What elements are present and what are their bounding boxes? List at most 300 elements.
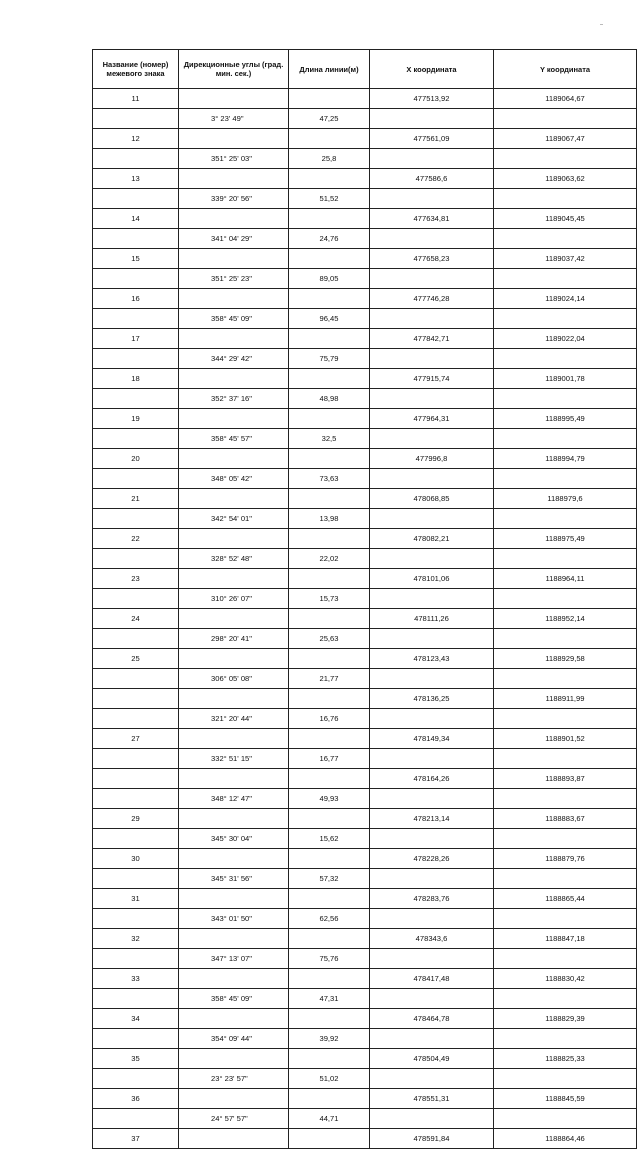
empty-cell xyxy=(494,109,637,129)
empty-cell xyxy=(370,429,494,449)
x-coordinate-cell: 478111,26 xyxy=(370,609,494,629)
empty-cell xyxy=(179,1089,289,1109)
point-number-cell: 20 xyxy=(93,449,179,469)
x-coordinate-cell: 477842,71 xyxy=(370,329,494,349)
empty-cell xyxy=(494,629,637,649)
empty-cell xyxy=(93,789,179,809)
point-number-cell: 36 xyxy=(93,1089,179,1109)
y-coordinate-cell: 1188979,6 xyxy=(494,489,637,509)
empty-cell xyxy=(179,729,289,749)
table-row xyxy=(93,369,637,389)
point-number-cell: 14 xyxy=(93,209,179,229)
y-coordinate-cell: 1189067,47 xyxy=(494,129,637,149)
empty-cell xyxy=(494,589,637,609)
empty-cell xyxy=(494,349,637,369)
direction-angle-cell: 3° 23' 49" xyxy=(179,109,289,129)
y-coordinate-cell: 1189063,62 xyxy=(494,169,637,189)
y-coordinate-cell: 1188829,39 xyxy=(494,1009,637,1029)
y-coordinate-cell: 1188825,33 xyxy=(494,1049,637,1069)
table-row xyxy=(93,829,637,849)
y-coordinate-cell: 1189037,42 xyxy=(494,249,637,269)
line-length-cell: 57,32 xyxy=(289,869,370,889)
empty-cell xyxy=(289,969,370,989)
table-row xyxy=(93,769,637,789)
point-number-cell: 34 xyxy=(93,1009,179,1029)
empty-cell xyxy=(93,1069,179,1089)
line-length-cell: 21,77 xyxy=(289,669,370,689)
empty-cell xyxy=(494,269,637,289)
y-coordinate-cell: 1189045,45 xyxy=(494,209,637,229)
point-number-cell: 19 xyxy=(93,409,179,429)
empty-cell xyxy=(494,309,637,329)
direction-angle-cell: 341° 04' 29" xyxy=(179,229,289,249)
empty-cell xyxy=(494,509,637,529)
empty-cell xyxy=(93,749,179,769)
direction-angle-cell: 321° 20' 44" xyxy=(179,709,289,729)
empty-cell xyxy=(179,209,289,229)
direction-angle-cell: 358° 45' 09" xyxy=(179,309,289,329)
direction-angle-cell: 351° 25' 03" xyxy=(179,149,289,169)
table-row xyxy=(93,1129,637,1149)
empty-cell xyxy=(289,569,370,589)
empty-cell xyxy=(93,589,179,609)
table-row xyxy=(93,509,637,529)
header-point-name: Название (номер) межевого знака xyxy=(93,50,179,89)
x-coordinate-cell: 478164,26 xyxy=(370,769,494,789)
line-length-cell: 32,5 xyxy=(289,429,370,449)
table-row xyxy=(93,989,637,1009)
empty-cell xyxy=(179,569,289,589)
table-row xyxy=(93,729,637,749)
y-coordinate-cell: 1188864,46 xyxy=(494,1129,637,1149)
empty-cell xyxy=(494,869,637,889)
empty-cell xyxy=(179,809,289,829)
y-coordinate-cell: 1188952,14 xyxy=(494,609,637,629)
x-coordinate-cell: 478068,85 xyxy=(370,489,494,509)
point-number-cell: 21 xyxy=(93,489,179,509)
empty-cell xyxy=(289,489,370,509)
direction-angle-cell: 348° 05' 42" xyxy=(179,469,289,489)
empty-cell xyxy=(93,429,179,449)
table-row xyxy=(93,1049,637,1069)
empty-cell xyxy=(370,709,494,729)
empty-cell xyxy=(494,749,637,769)
point-number-cell: 29 xyxy=(93,809,179,829)
y-coordinate-cell: 1189001,78 xyxy=(494,369,637,389)
point-number-cell: 27 xyxy=(93,729,179,749)
x-coordinate-cell: 477746,28 xyxy=(370,289,494,309)
empty-cell xyxy=(179,689,289,709)
empty-cell xyxy=(179,649,289,669)
direction-angle-cell: 351° 25' 23" xyxy=(179,269,289,289)
table-row xyxy=(93,689,637,709)
direction-angle-cell: 358° 45' 09" xyxy=(179,989,289,1009)
empty-cell xyxy=(370,869,494,889)
empty-cell xyxy=(494,909,637,929)
point-number-cell: 17 xyxy=(93,329,179,349)
table-row xyxy=(93,169,637,189)
x-coordinate-cell: 477964,31 xyxy=(370,409,494,429)
y-coordinate-cell: 1188830,42 xyxy=(494,969,637,989)
line-length-cell: 73,63 xyxy=(289,469,370,489)
line-length-cell: 75,79 xyxy=(289,349,370,369)
y-coordinate-cell: 1188964,11 xyxy=(494,569,637,589)
y-coordinate-cell: 1188865,44 xyxy=(494,889,637,909)
empty-cell xyxy=(494,709,637,729)
y-coordinate-cell: 1188845,59 xyxy=(494,1089,637,1109)
empty-cell xyxy=(179,249,289,269)
empty-cell xyxy=(289,849,370,869)
point-number-cell: 25 xyxy=(93,649,179,669)
table-row xyxy=(93,449,637,469)
table-row xyxy=(93,349,637,369)
table-row xyxy=(93,529,637,549)
header-line-length: Длина линии(м) xyxy=(289,50,370,89)
x-coordinate-cell: 478343,6 xyxy=(370,929,494,949)
empty-cell xyxy=(93,669,179,689)
empty-cell xyxy=(93,309,179,329)
point-number-cell: 22 xyxy=(93,529,179,549)
y-coordinate-cell: 1188995,49 xyxy=(494,409,637,429)
x-coordinate-cell: 478101,06 xyxy=(370,569,494,589)
empty-cell xyxy=(494,1029,637,1049)
line-length-cell: 25,8 xyxy=(289,149,370,169)
empty-cell xyxy=(93,189,179,209)
table-row xyxy=(93,789,637,809)
empty-cell xyxy=(494,389,637,409)
empty-cell xyxy=(370,949,494,969)
table-row xyxy=(93,409,637,429)
empty-cell xyxy=(93,989,179,1009)
empty-cell xyxy=(289,329,370,349)
empty-cell xyxy=(93,629,179,649)
empty-cell xyxy=(370,309,494,329)
empty-cell xyxy=(370,189,494,209)
y-coordinate-cell: 1188901,52 xyxy=(494,729,637,749)
direction-angle-cell: 343° 01' 50" xyxy=(179,909,289,929)
line-length-cell: 47,25 xyxy=(289,109,370,129)
table-row xyxy=(93,129,637,149)
line-length-cell: 62,56 xyxy=(289,909,370,929)
empty-cell xyxy=(370,149,494,169)
table-row xyxy=(93,269,637,289)
table-row xyxy=(93,429,637,449)
direction-angle-cell: 354° 09' 44" xyxy=(179,1029,289,1049)
direction-angle-cell: 358° 45' 57" xyxy=(179,429,289,449)
empty-cell xyxy=(289,289,370,309)
y-coordinate-cell: 1189024,14 xyxy=(494,289,637,309)
empty-cell xyxy=(370,1069,494,1089)
empty-cell xyxy=(370,1109,494,1129)
point-number-cell: 35 xyxy=(93,1049,179,1069)
direction-angle-cell: 342° 54' 01" xyxy=(179,509,289,529)
direction-angle-cell: 306° 05' 08" xyxy=(179,669,289,689)
empty-cell xyxy=(494,989,637,1009)
x-coordinate-cell: 478123,43 xyxy=(370,649,494,669)
line-length-cell: 51,52 xyxy=(289,189,370,209)
empty-cell xyxy=(289,929,370,949)
empty-cell xyxy=(179,1129,289,1149)
table-row xyxy=(93,389,637,409)
direction-angle-cell: 345° 30' 04" xyxy=(179,829,289,849)
empty-cell xyxy=(179,1049,289,1069)
empty-cell xyxy=(494,229,637,249)
table-row xyxy=(93,109,637,129)
empty-cell xyxy=(179,129,289,149)
empty-cell xyxy=(494,789,637,809)
empty-cell xyxy=(179,449,289,469)
empty-cell xyxy=(494,1109,637,1129)
y-coordinate-cell: 1188847,18 xyxy=(494,929,637,949)
table-row xyxy=(93,809,637,829)
direction-angle-cell: 352° 37' 16" xyxy=(179,389,289,409)
y-coordinate-cell: 1188879,76 xyxy=(494,849,637,869)
empty-cell xyxy=(289,809,370,829)
empty-cell xyxy=(93,829,179,849)
line-length-cell: 49,93 xyxy=(289,789,370,809)
empty-cell xyxy=(370,389,494,409)
boundary-coordinates-table xyxy=(92,49,637,1149)
point-number-cell: 37 xyxy=(93,1129,179,1149)
empty-cell xyxy=(370,589,494,609)
empty-cell xyxy=(494,189,637,209)
empty-cell xyxy=(370,1029,494,1049)
empty-cell xyxy=(289,1009,370,1029)
direction-angle-cell: 23° 23' 57" xyxy=(179,1069,289,1089)
table-row xyxy=(93,1029,637,1049)
scan-mark xyxy=(600,24,603,25)
empty-cell xyxy=(370,909,494,929)
x-coordinate-cell: 478551,31 xyxy=(370,1089,494,1109)
table-row xyxy=(93,469,637,489)
table-row xyxy=(93,189,637,209)
empty-cell xyxy=(179,489,289,509)
empty-cell xyxy=(179,1009,289,1029)
table-row xyxy=(93,489,637,509)
table-row xyxy=(93,89,637,109)
empty-cell xyxy=(289,369,370,389)
empty-cell xyxy=(93,349,179,369)
header-direction-angle: Дирекционные углы (град. мин. сек.) xyxy=(179,50,289,89)
empty-cell xyxy=(93,549,179,569)
line-length-cell: 16,77 xyxy=(289,749,370,769)
empty-cell xyxy=(289,1049,370,1069)
empty-cell xyxy=(179,929,289,949)
table-row xyxy=(93,249,637,269)
table-row xyxy=(93,209,637,229)
empty-cell xyxy=(179,969,289,989)
table-row xyxy=(93,929,637,949)
empty-cell xyxy=(93,229,179,249)
table-row xyxy=(93,909,637,929)
empty-cell xyxy=(179,329,289,349)
table-row xyxy=(93,969,637,989)
point-number-cell: 15 xyxy=(93,249,179,269)
empty-cell xyxy=(289,649,370,669)
empty-cell xyxy=(370,269,494,289)
empty-cell xyxy=(370,989,494,1009)
header-x-coordinate: X координата xyxy=(370,50,494,89)
empty-cell xyxy=(370,829,494,849)
empty-cell xyxy=(289,129,370,149)
empty-cell xyxy=(93,869,179,889)
empty-cell xyxy=(494,469,637,489)
table-row xyxy=(93,309,637,329)
table-row xyxy=(93,649,637,669)
line-length-cell: 13,98 xyxy=(289,509,370,529)
table-row xyxy=(93,1009,637,1029)
empty-cell xyxy=(179,169,289,189)
empty-cell xyxy=(370,549,494,569)
empty-cell xyxy=(179,289,289,309)
empty-cell xyxy=(289,409,370,429)
direction-angle-cell: 344° 29' 42" xyxy=(179,349,289,369)
x-coordinate-cell: 477561,09 xyxy=(370,129,494,149)
direction-angle-cell: 347° 13' 07" xyxy=(179,949,289,969)
y-coordinate-cell: 1188883,67 xyxy=(494,809,637,829)
table-row xyxy=(93,229,637,249)
empty-cell xyxy=(289,609,370,629)
empty-cell xyxy=(494,149,637,169)
empty-cell xyxy=(289,689,370,709)
x-coordinate-cell: 477658,23 xyxy=(370,249,494,269)
point-number-cell: 18 xyxy=(93,369,179,389)
line-length-cell: 51,02 xyxy=(289,1069,370,1089)
empty-cell xyxy=(179,609,289,629)
point-number-cell: 30 xyxy=(93,849,179,869)
x-coordinate-cell: 478213,14 xyxy=(370,809,494,829)
empty-cell xyxy=(289,169,370,189)
x-coordinate-cell: 478082,21 xyxy=(370,529,494,549)
empty-cell xyxy=(370,669,494,689)
line-length-cell: 24,76 xyxy=(289,229,370,249)
empty-cell xyxy=(93,1029,179,1049)
empty-cell xyxy=(494,829,637,849)
x-coordinate-cell: 478417,48 xyxy=(370,969,494,989)
empty-cell xyxy=(370,629,494,649)
direction-angle-cell: 310° 26' 07" xyxy=(179,589,289,609)
empty-cell xyxy=(93,509,179,529)
empty-cell xyxy=(370,789,494,809)
line-length-cell: 15,73 xyxy=(289,589,370,609)
y-coordinate-cell: 1188929,58 xyxy=(494,649,637,669)
direction-angle-cell: 345° 31' 56" xyxy=(179,869,289,889)
empty-cell xyxy=(179,369,289,389)
table-row xyxy=(93,1109,637,1129)
point-number-cell xyxy=(93,689,179,709)
y-coordinate-cell: 1188994,79 xyxy=(494,449,637,469)
x-coordinate-cell: 478464,78 xyxy=(370,1009,494,1029)
empty-cell xyxy=(289,529,370,549)
x-coordinate-cell: 478591,84 xyxy=(370,1129,494,1149)
table-row xyxy=(93,869,637,889)
direction-angle-cell: 328° 52' 48" xyxy=(179,549,289,569)
table-row xyxy=(93,549,637,569)
empty-cell xyxy=(494,949,637,969)
y-coordinate-cell: 1189064,67 xyxy=(494,89,637,109)
y-coordinate-cell: 1188893,87 xyxy=(494,769,637,789)
line-length-cell: 48,98 xyxy=(289,389,370,409)
header-y-coordinate: Y координата xyxy=(494,50,637,89)
table-header-row xyxy=(93,50,637,89)
point-number-cell: 33 xyxy=(93,969,179,989)
line-length-cell: 75,76 xyxy=(289,949,370,969)
table-row xyxy=(93,709,637,729)
empty-cell xyxy=(93,1109,179,1129)
x-coordinate-cell: 477634,81 xyxy=(370,209,494,229)
empty-cell xyxy=(289,889,370,909)
empty-cell xyxy=(179,769,289,789)
point-number-cell: 32 xyxy=(93,929,179,949)
direction-angle-cell: 332° 51' 15" xyxy=(179,749,289,769)
empty-cell xyxy=(93,909,179,929)
empty-cell xyxy=(370,109,494,129)
table-row xyxy=(93,1089,637,1109)
empty-cell xyxy=(289,1089,370,1109)
table-row xyxy=(93,949,637,969)
point-number-cell xyxy=(93,769,179,789)
table-row xyxy=(93,329,637,349)
x-coordinate-cell: 478149,34 xyxy=(370,729,494,749)
empty-cell xyxy=(370,509,494,529)
empty-cell xyxy=(370,229,494,249)
empty-cell xyxy=(370,749,494,769)
x-coordinate-cell: 477513,92 xyxy=(370,89,494,109)
empty-cell xyxy=(179,529,289,549)
line-length-cell: 96,45 xyxy=(289,309,370,329)
table-row xyxy=(93,629,637,649)
x-coordinate-cell: 477915,74 xyxy=(370,369,494,389)
x-coordinate-cell: 477996,8 xyxy=(370,449,494,469)
empty-cell xyxy=(494,429,637,449)
point-number-cell: 11 xyxy=(93,89,179,109)
empty-cell xyxy=(93,389,179,409)
line-length-cell: 44,71 xyxy=(289,1109,370,1129)
table-row xyxy=(93,1069,637,1089)
line-length-cell: 15,62 xyxy=(289,829,370,849)
point-number-cell: 13 xyxy=(93,169,179,189)
empty-cell xyxy=(179,849,289,869)
x-coordinate-cell: 478228,26 xyxy=(370,849,494,869)
empty-cell xyxy=(370,349,494,369)
table-row xyxy=(93,849,637,869)
empty-cell xyxy=(179,889,289,909)
empty-cell xyxy=(494,1069,637,1089)
direction-angle-cell: 298° 20' 41" xyxy=(179,629,289,649)
point-number-cell: 24 xyxy=(93,609,179,629)
y-coordinate-cell: 1188975,49 xyxy=(494,529,637,549)
empty-cell xyxy=(289,249,370,269)
empty-cell xyxy=(179,89,289,109)
table-row xyxy=(93,569,637,589)
y-coordinate-cell: 1189022,04 xyxy=(494,329,637,349)
table-row xyxy=(93,289,637,309)
empty-cell xyxy=(93,149,179,169)
empty-cell xyxy=(289,769,370,789)
empty-cell xyxy=(289,449,370,469)
line-length-cell: 22,02 xyxy=(289,549,370,569)
line-length-cell: 25,63 xyxy=(289,629,370,649)
x-coordinate-cell: 478283,76 xyxy=(370,889,494,909)
y-coordinate-cell: 1188911,99 xyxy=(494,689,637,709)
empty-cell xyxy=(93,469,179,489)
table-row xyxy=(93,589,637,609)
empty-cell xyxy=(93,269,179,289)
empty-cell xyxy=(179,409,289,429)
empty-cell xyxy=(93,109,179,129)
point-number-cell: 31 xyxy=(93,889,179,909)
table-row xyxy=(93,669,637,689)
